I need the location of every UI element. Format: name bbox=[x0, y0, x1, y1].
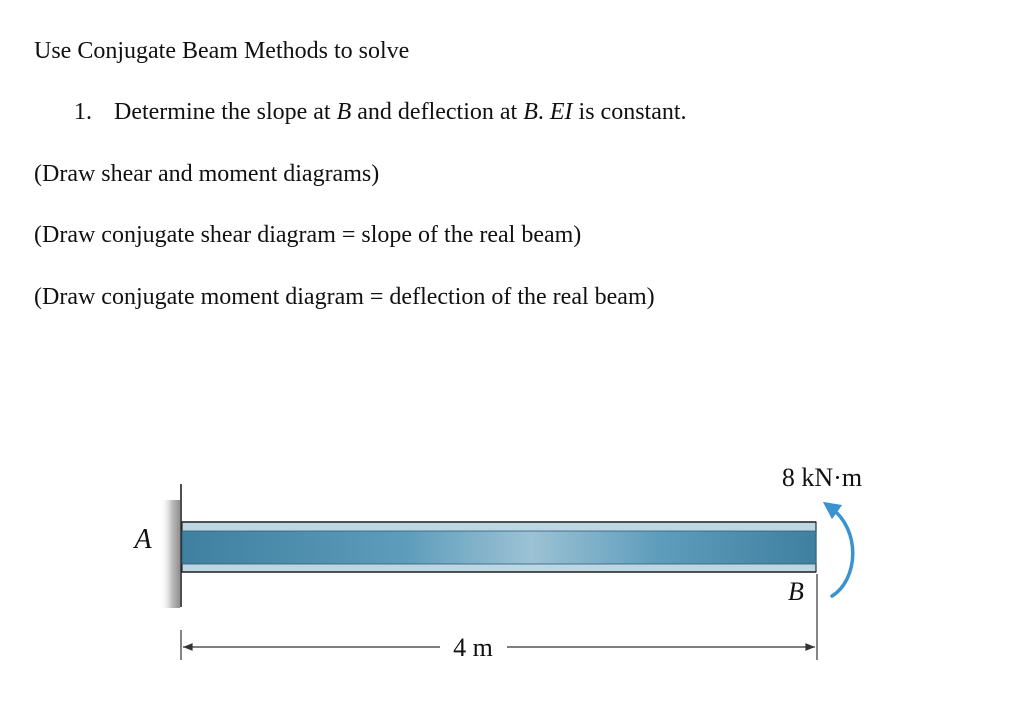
problem-number: 1. bbox=[74, 99, 92, 125]
note-shear-moment: (Draw shear and moment diagrams) bbox=[34, 161, 380, 187]
fixed-support bbox=[160, 484, 181, 608]
problem-text-2: and deflection at bbox=[351, 99, 524, 125]
note-conjugate-moment: (Draw conjugate moment diagram = deflection of the real beam) bbox=[34, 284, 655, 310]
problem-ei: EI bbox=[549, 99, 573, 125]
beam bbox=[182, 522, 816, 572]
note-conjugate-shear: (Draw conjugate shear diagram = slope of the real beam) bbox=[34, 222, 582, 248]
problem-text-3: . bbox=[537, 99, 550, 125]
heading: Use Conjugate Beam Methods to solve bbox=[34, 38, 410, 64]
moment-label: 8 kN·m bbox=[781, 463, 863, 492]
problem-point-b-2: B bbox=[523, 99, 538, 125]
problem-text-1: Determine the slope at bbox=[114, 99, 337, 125]
span-label: 4 m bbox=[453, 633, 493, 662]
problem-text-4: is constant. bbox=[572, 99, 687, 125]
support-label-a: A bbox=[134, 524, 152, 555]
moment-arrow-icon bbox=[830, 507, 853, 596]
problem-point-b-1: B bbox=[336, 99, 352, 125]
wall-shading bbox=[160, 500, 180, 608]
end-label-b: B bbox=[788, 577, 804, 606]
beam-web bbox=[182, 531, 816, 564]
